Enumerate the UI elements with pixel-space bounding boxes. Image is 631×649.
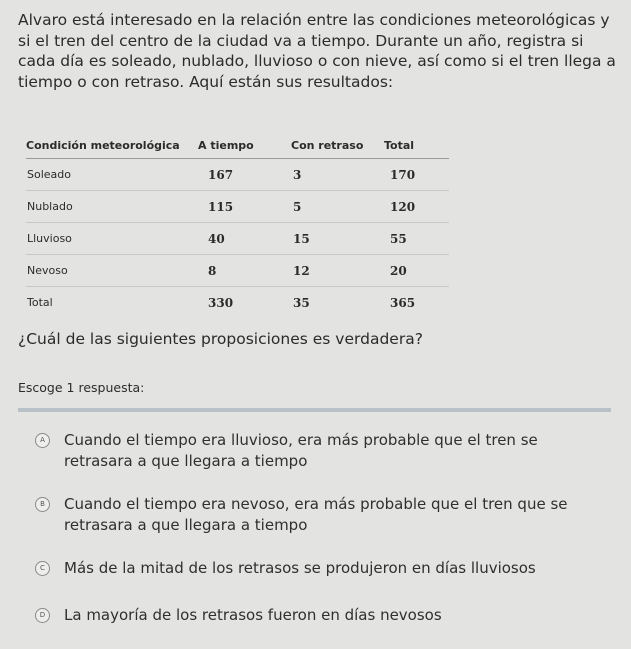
question-text: ¿Cuál de las siguientes proposiciones es verdadera? [18,330,423,348]
answer-instruction: Escoge 1 respuesta: [18,380,145,395]
delayed-value: 15 [291,223,384,255]
total-value: 20 [384,255,449,287]
radio-bubble-b[interactable]: B [35,497,50,512]
on-time-value: 167 [198,159,291,191]
choice-c-text: Más de la mitad de los retrasos se produjeron en días lluviosos [64,559,536,577]
on-time-value: 8 [198,255,291,287]
row-label: Nevoso [26,255,198,287]
problem-intro: Alvaro está interesado en la relación entre las condiciones meteorológicas y si el tren del centro de la ciudad va a tiempo. Durante un año, registra si cada día es soleado, nublado, lluvioso o con nieve, así como si el tren llega a tiempo o con retraso. Aquí están sus resultados: [18,11,616,91]
choice-a-text: Cuando el tiempo era lluvioso, era más probable que el tren se retrasara a que llegara a tiempo [64,431,538,470]
choice-b-text: Cuando el tiempo era nevoso, era más probable que el tren que se retrasara a que llegara a tiempo [64,495,568,534]
table-row [26,255,449,287]
delayed-value: 12 [291,255,384,287]
table-row [26,223,449,255]
header-delayed: Con retraso [291,132,384,159]
radio-bubble-d[interactable]: D [35,608,50,623]
total-value: 170 [384,159,449,191]
table-header-row [26,132,449,159]
header-condition: Condición meteorológica [26,132,198,159]
header-on-time: A tiempo [198,132,291,159]
table-row [26,191,449,223]
delayed-value: 5 [291,191,384,223]
total-value: 365 [390,295,416,310]
choice-d-text: La mayoría de los retrasos fueron en días nevosos [64,606,442,624]
on-time-value: 330 [208,295,234,310]
on-time-value: 40 [198,223,291,255]
row-label: Lluvioso [26,223,198,255]
delayed-value: 3 [291,159,384,191]
row-label: Nublado [26,191,198,223]
choice-d[interactable] [35,605,610,626]
radio-bubble-c[interactable]: C [35,561,50,576]
total-value: 55 [384,223,449,255]
total-value: 120 [384,191,449,223]
row-label: Total [27,296,53,309]
divider [18,408,611,412]
choice-a[interactable] [35,430,610,472]
choice-b[interactable] [35,494,610,536]
radio-bubble-a[interactable]: A [35,433,50,448]
delayed-value: 35 [293,295,310,310]
row-label: Soleado [26,159,198,191]
choice-c[interactable] [35,558,610,579]
weather-table [26,132,449,318]
on-time-value: 115 [198,191,291,223]
table-row [26,287,449,319]
table-row [26,159,449,191]
header-total: Total [384,132,449,159]
